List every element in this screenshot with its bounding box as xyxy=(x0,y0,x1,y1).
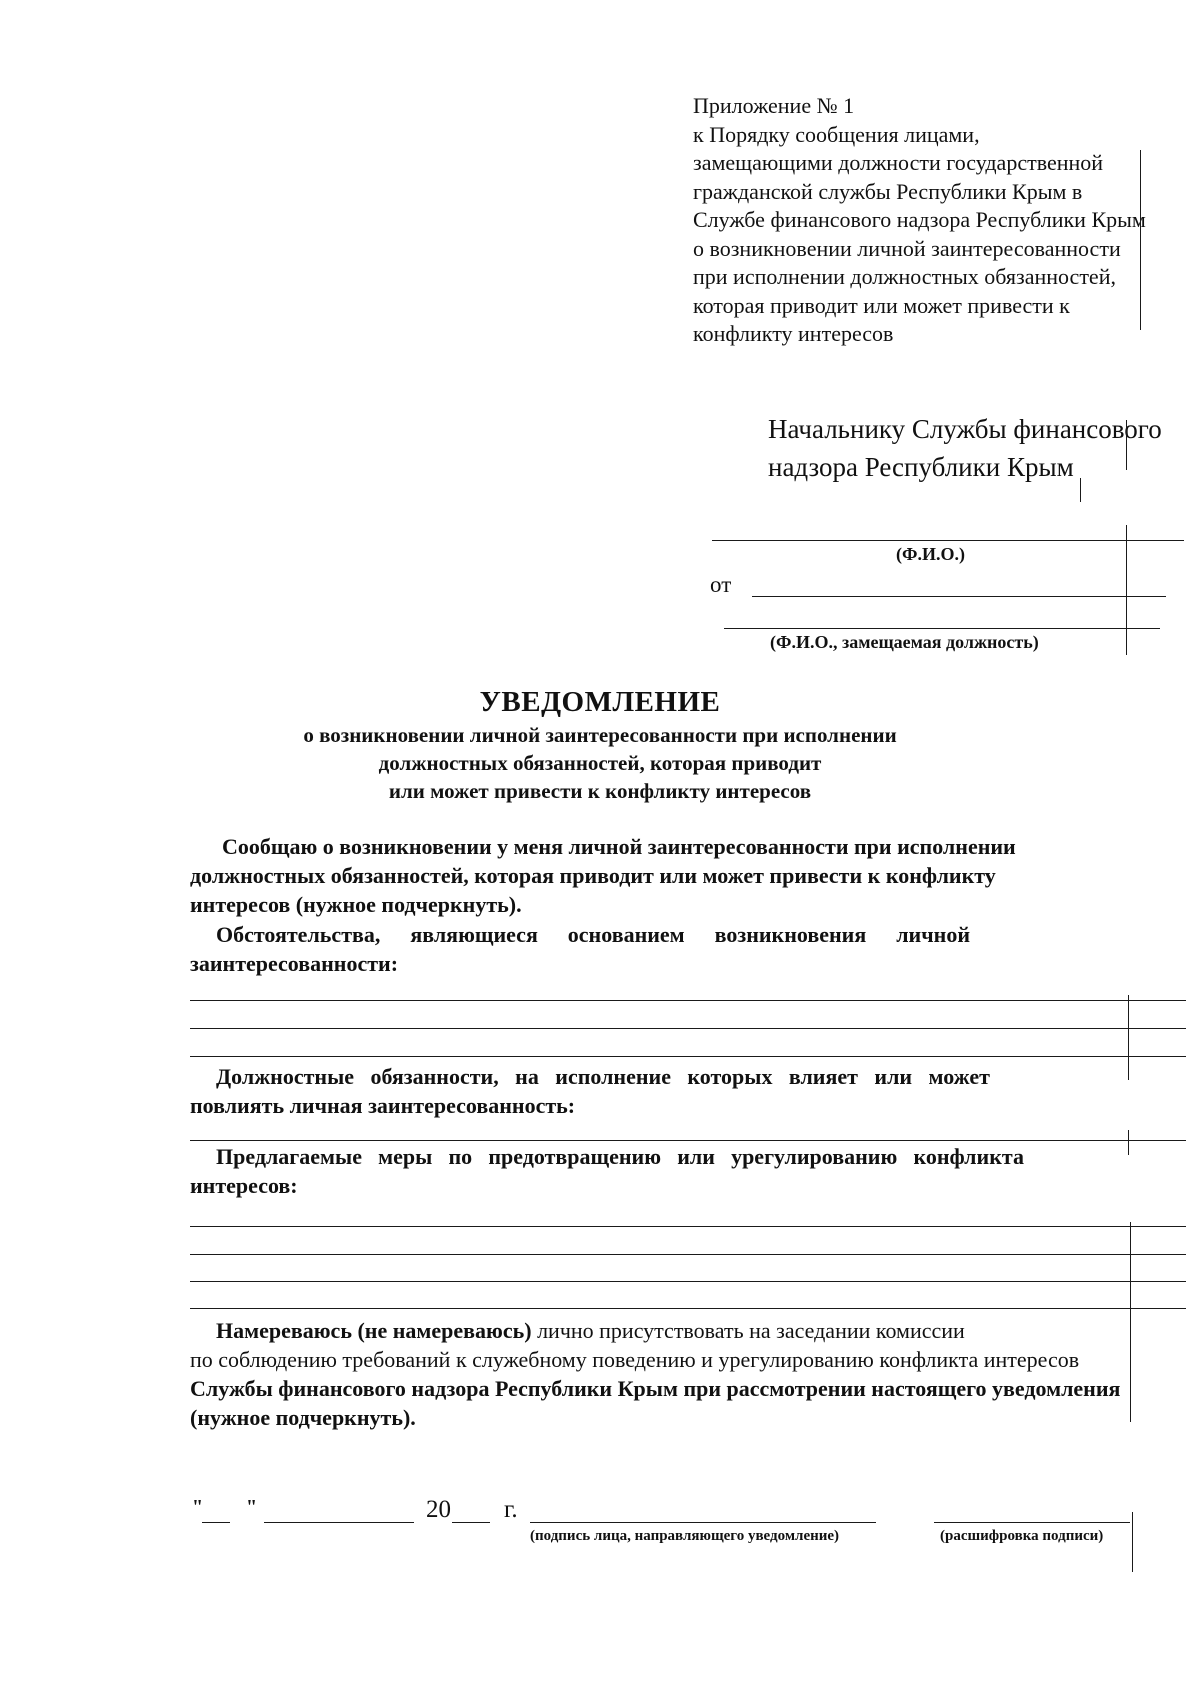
subtitle-line: о возникновении личной заинтересованности при исполнении xyxy=(303,723,897,747)
paragraph-5-line-4: (нужное подчеркнуть). xyxy=(190,1405,416,1430)
word: меры xyxy=(378,1144,433,1169)
paragraph-5-line-3: Службы финансового надзора Республики Крым при рассмотрении настоящего уведомления xyxy=(190,1376,1121,1401)
signature-caption: (подпись лица, направляющего уведомление) xyxy=(530,1528,840,1544)
paragraph-3-line-2: повлиять личная заинтересованность: xyxy=(190,1093,576,1118)
quote-close: " xyxy=(246,1496,258,1518)
appendix-line: Службе финансового надзора Республики Крым xyxy=(693,207,1146,232)
fio-position-caption: (Ф.И.О., замещаемая должность) xyxy=(770,632,1039,652)
addressee-line-2: надзора Республики Крым xyxy=(768,452,1074,482)
appendix-line: гражданской службы Республики Крым в xyxy=(693,178,1083,204)
paragraph-4-line-1 xyxy=(216,1144,1024,1170)
word: Обстоятельства, xyxy=(216,922,381,947)
paragraph-5-line-1 xyxy=(216,1318,965,1344)
word: урегулированию xyxy=(731,1144,898,1169)
year-suffix: г. xyxy=(504,1496,518,1523)
paragraph-1-line: Сообщаю о возникновении у меня личной заинтересованности при исполнении xyxy=(222,834,1016,859)
circumstances-input-line[interactable] xyxy=(190,1056,1186,1057)
paragraph-5-line-2: по соблюдению требований к служебному поведению и урегулированию конфликта интересов xyxy=(190,1347,1080,1372)
appendix-line: конфликту интересов xyxy=(693,321,894,346)
day-input-line[interactable] xyxy=(202,1522,230,1523)
word: Должностные xyxy=(216,1064,355,1089)
word: возникновения xyxy=(714,922,867,947)
paragraph-3-line-1 xyxy=(216,1064,990,1090)
fio-caption: (Ф.И.О.) xyxy=(896,544,965,564)
appendix-line: о возникновении личной заинтересованности xyxy=(693,235,1121,261)
word: Предлагаемые xyxy=(216,1144,362,1169)
duties-input-line[interactable] xyxy=(190,1140,1186,1141)
fio-input-line[interactable] xyxy=(712,540,1184,541)
word: основанием xyxy=(567,922,685,947)
word: конфликта xyxy=(913,1144,1024,1169)
appendix-block xyxy=(693,92,1146,349)
word: может xyxy=(928,1064,990,1089)
paragraph-2-line-2: заинтересованности: xyxy=(190,951,399,976)
scan-artifact-line xyxy=(1126,525,1127,655)
measures-input-line[interactable] xyxy=(190,1226,1186,1227)
word: личной xyxy=(896,922,970,947)
paragraph-1-line: интересов (нужное подчеркнуть). xyxy=(190,892,522,917)
word: являющиеся xyxy=(410,922,538,947)
word: или xyxy=(677,1144,715,1169)
scan-artifact-line xyxy=(1080,478,1081,502)
circumstances-input-line[interactable] xyxy=(190,1028,1186,1029)
word: предотвращению xyxy=(488,1144,662,1169)
quote-open: " xyxy=(192,1496,204,1518)
year-input-line[interactable] xyxy=(452,1522,490,1523)
measures-input-line[interactable] xyxy=(190,1254,1186,1255)
subtitle-line: должностных обязанностей, которая приводит xyxy=(378,751,822,775)
signature-input-line[interactable] xyxy=(530,1522,876,1523)
word: исполнение xyxy=(555,1064,671,1089)
decode-caption: (расшифровка подписи) xyxy=(940,1528,1104,1544)
position-input-line[interactable] xyxy=(724,628,1160,629)
decode-input-line[interactable] xyxy=(934,1522,1130,1523)
addressee-block xyxy=(768,410,1162,486)
month-input-line[interactable] xyxy=(264,1522,414,1523)
scan-artifact-line xyxy=(1128,995,1129,1080)
word: влияет xyxy=(788,1064,858,1089)
word: обязанности, xyxy=(370,1064,499,1089)
measures-input-line[interactable] xyxy=(190,1281,1186,1282)
word: на xyxy=(515,1064,539,1089)
subtitle-line: или может привести к конфликту интересов xyxy=(388,779,812,803)
scan-artifact-line xyxy=(1130,1222,1131,1422)
paragraph-2-line-1 xyxy=(216,922,970,948)
attendance-choice: Намереваюсь (не намереваюсь) xyxy=(216,1318,532,1343)
from-input-line[interactable] xyxy=(752,596,1166,597)
paragraph-4-line-2: интересов: xyxy=(190,1173,298,1198)
scan-artifact-line xyxy=(1128,1130,1129,1155)
scan-artifact-line xyxy=(1132,1512,1133,1572)
appendix-line: к Порядку сообщения лицами, xyxy=(693,121,980,147)
appendix-line: замещающими должности государственной xyxy=(693,150,1104,175)
paragraph-1-line: должностных обязанностей, которая приводит или может привести к конфликту xyxy=(190,863,996,888)
word: или xyxy=(874,1064,913,1089)
scan-artifact-line xyxy=(1126,420,1127,470)
paragraph-5-rest: лично присутствовать на заседании комиссии xyxy=(531,1318,965,1343)
word: которых xyxy=(687,1064,773,1089)
year-prefix: 20 xyxy=(426,1496,451,1523)
addressee-line-1: Начальнику Службы финансового xyxy=(768,414,1162,444)
from-label: от xyxy=(710,572,732,597)
appendix-line: Приложение № 1 xyxy=(693,93,855,118)
appendix-line: при исполнении должностных обязанностей, xyxy=(693,264,1116,289)
measures-input-line[interactable] xyxy=(190,1308,1186,1309)
appendix-line: которая приводит или может привести к xyxy=(693,292,1070,318)
document-title: УВЕДОМЛЕНИЕ xyxy=(479,686,721,718)
circumstances-input-line[interactable] xyxy=(190,1000,1186,1001)
word: по xyxy=(448,1144,473,1169)
scan-artifact-line xyxy=(1140,150,1141,330)
